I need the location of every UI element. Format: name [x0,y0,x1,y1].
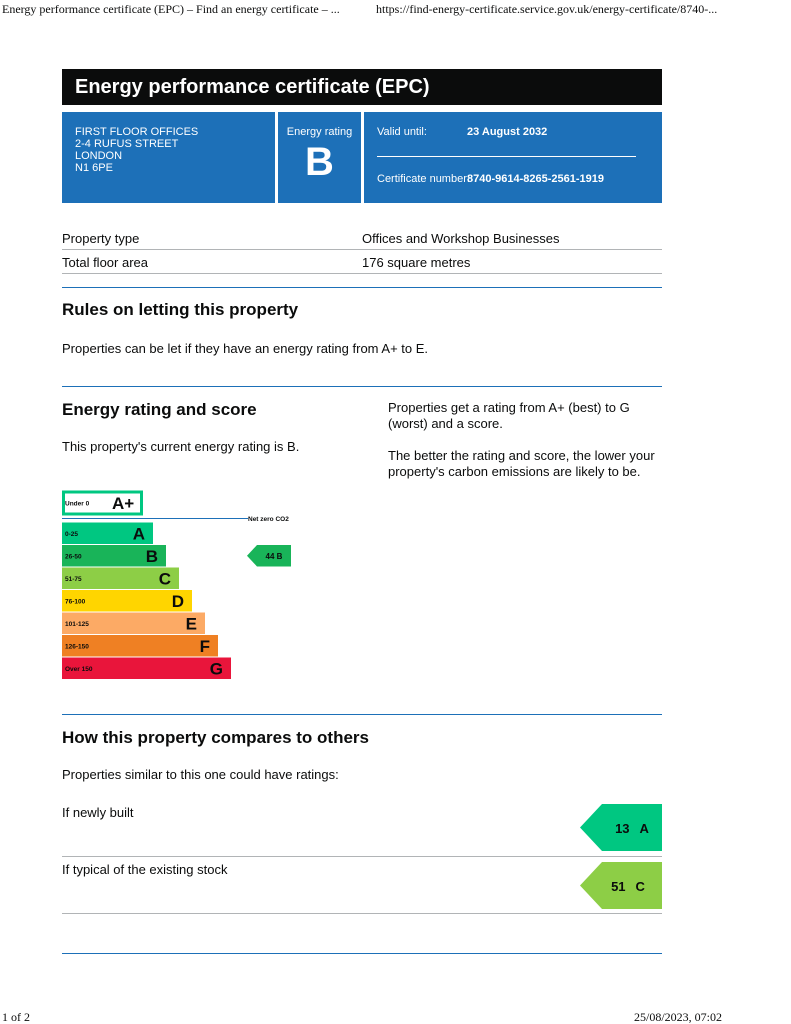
newly-built-rating-arrow [580,804,662,851]
typical-stock-rating-arrow [580,862,662,909]
rating-band-letter: A+ [112,494,135,513]
page-title: Energy performance certificate (EPC) [62,69,662,105]
rating-band-range: 26-50 [65,553,82,561]
section-divider [62,953,662,954]
rating-band-letter: A [132,524,145,544]
newly-built-rating-text: 13 A [615,821,649,836]
floor-area-value: 176 square metres [362,255,471,270]
section-divider [62,714,662,715]
energy-rating-chart [58,488,308,684]
rating-band-range: 51-75 [65,575,82,583]
typical-stock-rating-text: 51 C [611,879,645,894]
address-line: FIRST FLOOR OFFICES [75,126,199,138]
current-rating-label: 44 B [265,551,283,561]
certificate-summary-box [62,112,662,203]
certificate-number-label: Certificate number: [377,173,470,185]
rating-band-letter: C [158,569,171,589]
property-type-value: Offices and Workshop Businesses [362,231,560,246]
address-line: N1 6PE [75,162,113,174]
valid-until-label: Valid until: [377,126,427,138]
print-url: https://find-energy-certificate.service.gov.uk/energy-certificate/8740-... [376,2,718,16]
print-page-title: Energy performance certificate (EPC) – Find an energy certificate – ... [2,2,340,16]
rating-band-letter: F [199,636,210,656]
net-zero-label: Net zero CO2 [248,516,289,523]
compare-heading: How this property compares to others [62,728,369,747]
newly-built-label: If newly built [62,805,134,820]
rating-band-letter: B [145,546,158,566]
rating-band-range: Under 0 [65,500,90,508]
section-divider [62,386,662,387]
divider [62,249,662,250]
print-page-count: 1 of 2 [2,1010,30,1024]
energy-heading: Energy rating and score [62,400,257,419]
rating-band-range: 76-100 [65,598,86,606]
typical-stock-label: If typical of the existing stock [62,862,228,877]
rules-heading: Rules on letting this property [62,300,299,319]
compare-intro: Properties similar to this one could have ratings: [62,767,339,782]
divider [62,913,662,914]
divider [361,112,364,203]
property-type-label: Property type [62,231,140,246]
valid-until-value: 23 August 2032 [467,126,548,138]
section-divider [62,287,662,288]
address-line: LONDON [75,150,123,162]
rating-band-letter: D [171,591,184,611]
rating-band-letter: E [185,614,197,634]
certificate-number-value: 8740-9614-8265-2561-1919 [467,173,605,185]
rating-explainer: The better the rating and score, the lower your property's carbon emissions are likely to be. [388,448,655,479]
rating-band-range: 0-25 [65,530,79,538]
rating-band-range: 101-125 [65,620,89,628]
energy-rating-value: B [305,140,334,184]
divider [62,273,662,274]
rating-band-range: 126-150 [65,643,89,651]
rating-explainer: Properties get a rating from A+ (best) to G (worst) and a score. [388,400,630,431]
print-timestamp: 25/08/2023, 07:02 [634,1010,723,1024]
energy-rating-label: Energy rating [286,126,353,138]
property-address [75,126,198,174]
divider [377,156,636,157]
rating-band-letter: G [209,659,223,679]
rating-band-range: Over 150 [65,665,93,673]
address-line: 2-4 RUFUS STREET [75,138,179,150]
floor-area-label: Total floor area [62,255,148,270]
divider [62,856,662,857]
rules-text: Properties can be let if they have an energy rating from A+ to E. [62,341,429,356]
current-rating-text: This property's current energy rating is B. [62,439,300,454]
